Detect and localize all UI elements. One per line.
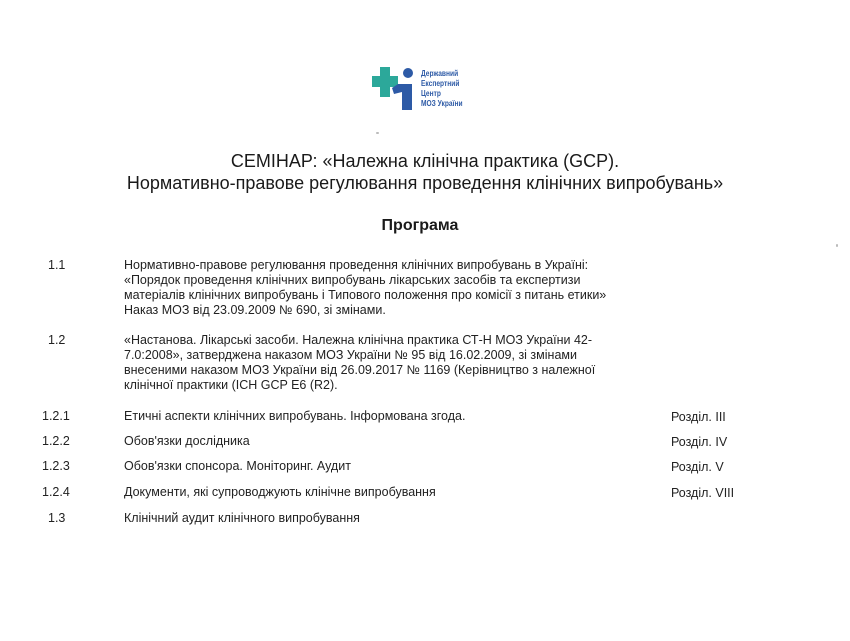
item-text-line: «Настанова. Лікарські засоби. Належна клінічна практика СТ-Н МОЗ України 42- [124,333,593,347]
item-number: 1.2.3 [42,459,70,473]
item-text: Обов'язки дослідника [124,434,250,448]
item-text-line: «Порядок проведення клінічних випробувань лікарських засобів та експертизи [124,273,581,287]
item-number: 1.3 [48,511,66,525]
item-text [124,258,664,318]
figure-head [403,68,413,78]
item-number: 1.2.2 [42,434,70,448]
item-number: 1.1 [48,258,66,272]
section-reference: Розділ. VIII [671,486,735,500]
item-text: Клінічний аудит клінічного випробування [124,511,360,525]
item-text: Документи, які супроводжують клінічне випробування [124,485,436,499]
program-heading: Програма [381,217,459,234]
logo-text-line: МОЗ України [421,98,463,108]
item-text: Обов'язки спонсора. Моніторинг. Аудит [124,459,351,473]
item-text-line: клінічної практики (ICH GCP E6 (R2). [124,378,338,392]
item-text: Етичні аспекти клінічних випробувань. Інформована згода. [124,409,466,423]
seminar-title [0,150,850,194]
section-reference: Розділ. III [671,410,726,424]
logo-wordmark [421,68,463,108]
scan-speck [836,244,838,247]
seminar-title-line: СЕМІНАР: «Належна клінічна практика (GCP). [230,151,620,171]
medical-cross-figure-icon [372,64,420,116]
section-reference: Розділ. V [671,460,724,474]
item-text-line: Наказ МОЗ від 23.09.2009 № 690, зі змінами. [124,303,386,317]
organization-logo [372,64,482,116]
cross-horizontal-bar [372,76,398,87]
item-text-line: Нормативно-правове регулювання проведення клінічних випробувань в Україні: [124,258,589,272]
seminar-title-line: Нормативно-правове регулювання проведення клінічних випробувань» [126,173,724,193]
item-text-line: матеріалів клінічних випробувань і Типового положення про комісії з питань етики» [124,288,607,302]
item-text-line: 7.0:2008», затверджена наказом МОЗ України № 95 від 16.02.2009, зі змінами [124,348,577,362]
logo-text-line: Експертний [421,78,460,88]
section-reference: Розділ. IV [671,435,728,449]
item-text [124,333,664,393]
item-text-line: внесеними наказом МОЗ України від 26.09.2017 № 1169 (Керівництво з належної [124,363,596,377]
scan-speck [376,132,379,134]
item-number: 1.2.4 [42,485,70,499]
item-number: 1.2.1 [42,409,70,423]
item-number: 1.2 [48,333,66,347]
logo-text-line: Центр [421,88,441,98]
figure-body [392,84,412,110]
logo-text-line: Державний [421,68,459,78]
